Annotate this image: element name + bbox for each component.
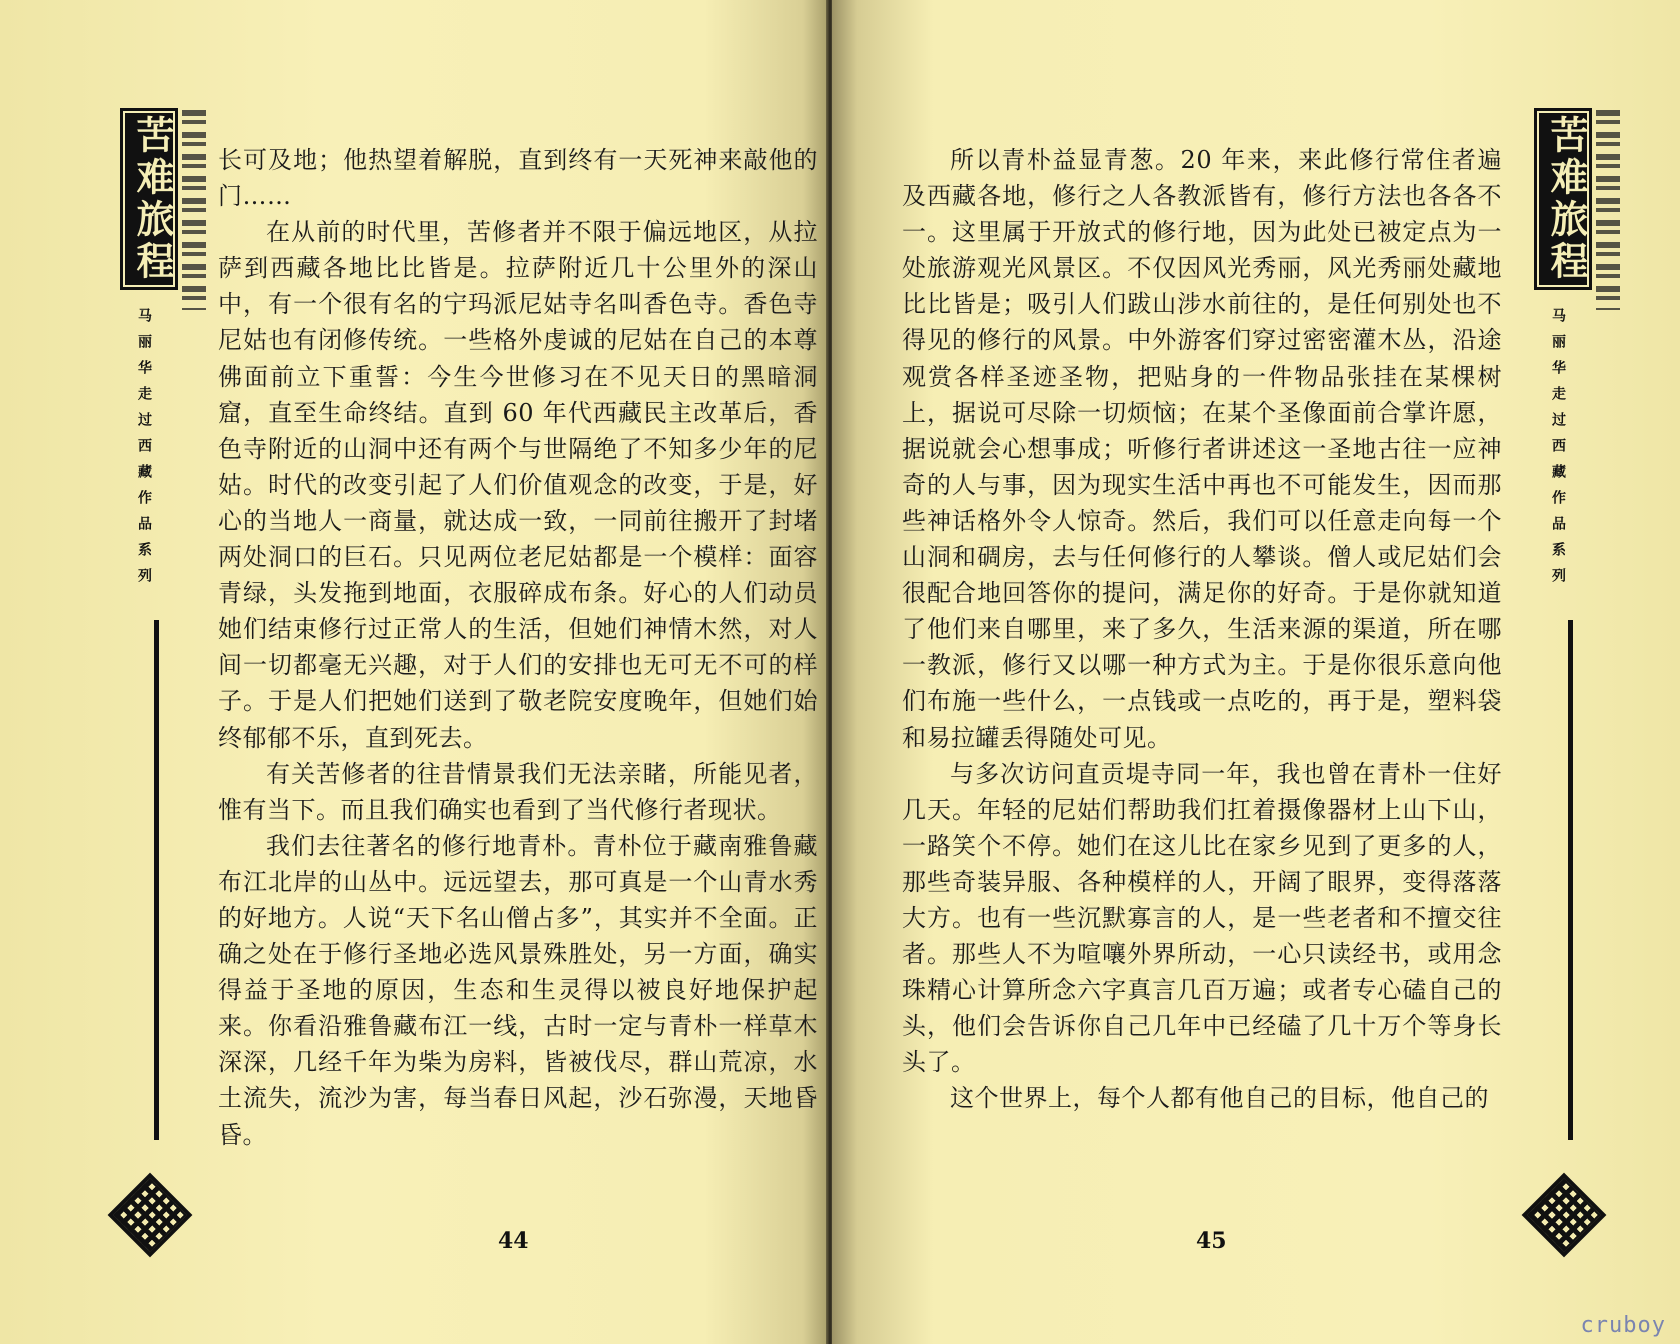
paragraph: 这个世界上，每个人都有他自己的目标，他自己的 [950, 1084, 1489, 1113]
endless-knot-icon [1522, 1173, 1607, 1258]
right-page [832, 0, 1680, 1344]
right-body-text [902, 142, 1502, 1117]
left-margin-decoration [108, 100, 228, 1250]
book-title: 苦难旅程 [1534, 108, 1592, 290]
left-page [0, 0, 828, 1344]
paragraph: 与多次访问直贡堤寺同一年，我也曾在青朴一住好几天。年轻的尼姑们帮助我们扛着摄像器材上山下山，一路笑个不停。她们在这儿比在家乡见到了更多的人，那些奇装异服、各种模样的人，开阔了眼界，变得落落大方。也有一些沉默寡言的人，是一些老者和不擅交往者。那些人不为喧嚷外界所动，一心只读经书，或用念珠精心计算所念六字真言几百万遍；或者专心磕自己的头，他们会告诉你自己几年中已经磕了几十万个等身长头了。 [902, 759, 1502, 1077]
paragraph: 在从前的时代里，苦修者并不限于偏远地区，从拉萨到西藏各地比比皆是。拉萨附近几十公里外的深山中，有一个很有名的宁玛派尼姑寺名叫香色寺。香色寺尼姑也有闭修传统。一些格外虔诚的尼姑在自己的本尊佛面前立下重誓：今生今世修习在不见天日的黑暗洞窟，直至生命终结。直到 60 年代西藏民主改革后，香色寺附近的山洞中还有两个与世隔绝了不知多少年的尼姑。时代的改变引起了人们价值观念的改变，于是，好心的当地人一商量，就达成一致，一同前往搬开了封堵两处洞口的巨石。只见两位老尼姑都是一个模样：面容青绿，头发拖到地面，衣服碎成布条。好心的人们动员她们结束修行过正常人的生活，但她们神情木然，对人间一切都毫无兴趣，对于人们的安排也无可无不可的样子。于是人们把她们送到了敬老院安度晚年，但她们始终郁郁不乐，直到死去。 [218, 218, 818, 752]
watermark: cruboy [1580, 1313, 1666, 1338]
margin-rule [154, 620, 159, 1140]
tibetan-script-decoration [1596, 110, 1620, 310]
page-number: 44 [498, 1228, 529, 1254]
book-title: 苦难旅程 [120, 108, 178, 290]
series-title: 马丽华走过西藏作品系列 [1550, 308, 1566, 594]
margin-rule [1568, 620, 1573, 1140]
page-number: 45 [1196, 1228, 1227, 1254]
paragraph: 我们去往著名的修行地青朴。青朴位于藏南雅鲁藏布江北岸的山丛中。远远望去，那可真是一个山青水秀的好地方。人说“天下名山僧占多”，其实并不全面。正确之处在于修行圣地必选风景殊胜处，另一方面，确实得益于圣地的原因，生态和生灵得以被良好地保护起来。你看沿雅鲁藏布江一线，古时一定与青朴一样草木深深，几经千年为柴为房料，皆被伐尽，群山荒凉，水土流失，流沙为害，每当春日风起，沙石弥漫，天地昏昏。 [218, 831, 818, 1149]
right-margin-decoration [1522, 100, 1642, 1250]
endless-knot-icon [108, 1173, 193, 1258]
paragraph: 长可及地；他热望着解脱，直到终有一天死神来敲他的门…… [218, 146, 818, 211]
series-title: 马丽华走过西藏作品系列 [136, 308, 152, 594]
tibetan-script-decoration [182, 110, 206, 310]
paragraph: 所以青朴益显青葱。20 年来，来此修行常住者遍及西藏各地，修行之人各教派皆有，修行方法也各各不一。这里属于开放式的修行地，因为此处已被定点为一处旅游观光风景区。不仅因风光秀丽，风光秀丽处藏地比比皆是；吸引人们跋山涉水前往的，是任何别处也不得见的修行的风景。中外游客们穿过密密灌木丛，沿途观赏各样圣迹圣物，把贴身的一件物品张挂在某棵树上，据说可尽除一切烦恼；在某个圣像面前合掌许愿，据说就会心想事成；听修行者讲述这一圣地古往一应神奇的人与事，因为现实生活中再也不可能发生，因而那些神话格外令人惊奇。然后，我们可以任意走向每一个山洞和碉房，去与任何修行的人攀谈。僧人或尼姑们会很配合地回答你的提问，满足你的好奇。于是你就知道了他们来自哪里，来了多久，生活来源的渠道，所在哪一教派，修行又以哪一种方式为主。于是你很乐意向他们布施一些什么，一点钱或一点吃的，再于是，塑料袋和易拉罐丢得随处可见。 [902, 146, 1502, 752]
left-body-text [218, 142, 818, 1153]
paragraph: 有关苦修者的往昔情景我们无法亲睹，所能见者，惟有当下。而且我们确实也看到了当代修行者现状。 [218, 759, 818, 824]
